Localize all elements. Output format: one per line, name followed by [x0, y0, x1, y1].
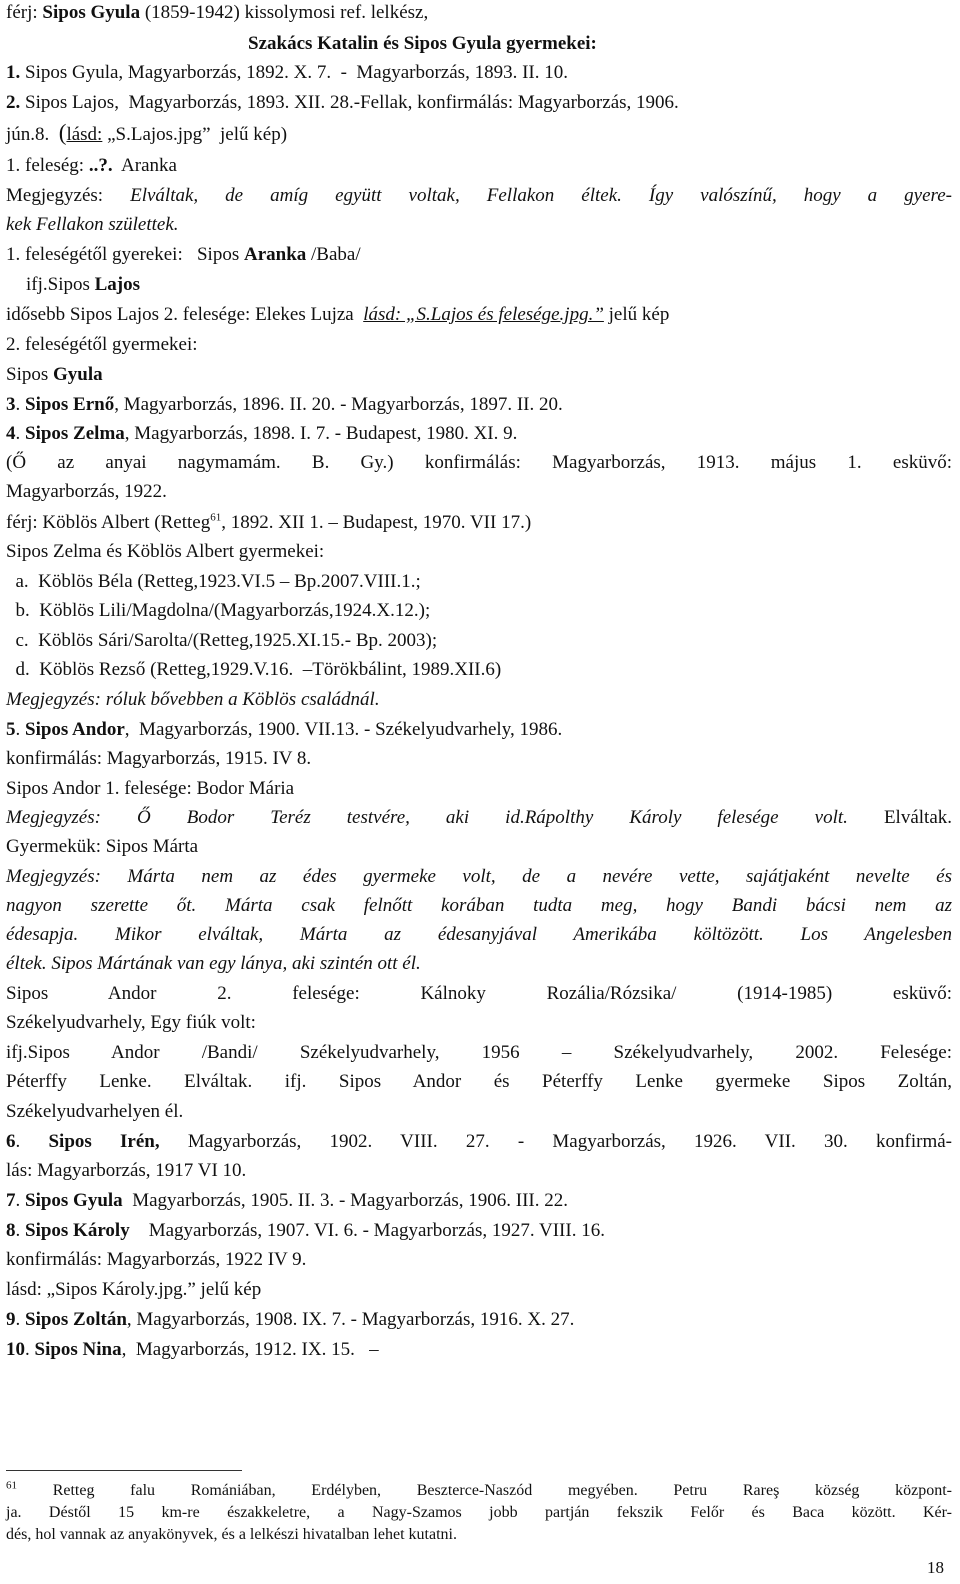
text-line: ifj.Sipos Lajos — [26, 274, 141, 295]
text-line: Péterffy Lenke. Elváltak. ifj. Sipos Andor és Péterffy Lenke gyermeke Sipos Zoltán, — [6, 1071, 952, 1092]
footnote-number: 61 — [6, 1479, 17, 1492]
text-line: Sipos Zelma és Köblös Albert gyermekei: — [6, 541, 325, 562]
child-entry: 10. Sipos Nina, Magyarborzás, 1912. IX. 15. – — [6, 1339, 379, 1360]
text-line: férj: Sipos Gyula (1859-1942) kissolymosi ref. lelkész, — [6, 2, 429, 23]
child-entry: 9. Sipos Zoltán, Magyarborzás, 1908. IX. 7. - Magyarborzás, 1916. X. 27. — [6, 1309, 575, 1330]
footnote-divider — [6, 1470, 242, 1471]
text-line: 1. feleség: ..?. Aranka — [6, 155, 177, 176]
text-line: Magyarborzás, 1922. — [6, 481, 167, 502]
footnote: dés, hol vannak az anyakönyvek, és a lelkészi hivatalban lehet kutatni. — [6, 1526, 457, 1543]
child-entry: 8. Sipos Károly Magyarborzás, 1907. VI. 6. - Magyarborzás, 1927. VIII. 16. — [6, 1220, 605, 1241]
note-line: nagyon szerette őt. Márta csak felnőtt korában tudta meg, hogy Bandi bácsi nem az — [6, 895, 952, 916]
text-line: konfirmálás: Magyarborzás, 1922 IV 9. — [6, 1249, 307, 1270]
child-entry: 7. Sipos Gyula Magyarborzás, 1905. II. 3. - Magyarborzás, 1906. III. 22. — [6, 1190, 568, 1211]
child-entry: 4. Sipos Zelma, Magyarborzás, 1898. I. 7. - Budapest, 1980. XI. 9. — [6, 423, 518, 444]
footnote: ja. Déstől 15 km-re északkeletre, a Nagy-Szamos jobb partján fekszik Felőr és Baca között. Kér- — [6, 1504, 952, 1521]
child-entry: 5. Sipos Andor, Magyarborzás, 1900. VII.13. - Székelyudvarhely, 1986. — [6, 719, 563, 740]
text-line: konfirmálás: Magyarborzás, 1915. IV 8. — [6, 748, 312, 769]
text-line: lásd: „Sipos Károly.jpg.” jelű kép — [6, 1279, 262, 1300]
list-item: b. Köblös Lili/Magdolna/(Magyarborzás,1924.X.12.); — [6, 600, 431, 621]
image-reference-link[interactable]: lásd: „S.Lajos és felesége.jpg.” — [363, 304, 604, 325]
footnote: $^{61}$ Retteg falu Romániában, Erdélyben, Beszterce-Naszód megyében. Petru Rareş község központ- — [6, 1479, 952, 1499]
text-line: jún.8. (lásd: „S.Lajos.jpg” jelű kép) — [6, 120, 288, 145]
list-item: d. Köblös Rezső (Retteg,1929.V.16. –Törökbálint, 1989.XII.6) — [6, 659, 502, 680]
list-item: a. Köblös Béla (Retteg,1923.VI.5 – Bp.2007.VIII.1.; — [6, 571, 421, 592]
children-heading: Szakács Katalin és Sipos Gyula gyermekei: — [248, 33, 597, 54]
text-line: 2. feleségétől gyermekei: — [6, 334, 198, 355]
text-line: Székelyudvarhely, Egy fiúk volt: — [6, 1012, 256, 1033]
child-entry: 6. Sipos Irén, Magyarborzás, 1902. VIII. 27. - Magyarborzás, 1926. VII. 30. konfirmá- — [6, 1131, 952, 1152]
child-entry: 3. Sipos Ernő, Magyarborzás, 1896. II. 20. - Magyarborzás, 1897. II. 20. — [6, 394, 563, 415]
note-line: édesapja. Mikor elváltak, Márta az édesanyjával Amerikába költözött. Los Angelesben — [6, 924, 952, 945]
note-line: kek Fellakon születtek. — [6, 214, 179, 235]
list-item: c. Köblös Sári/Sarolta/(Retteg,1925.XI.15.- Bp. 2003); — [6, 630, 438, 651]
text-line: Sipos Gyula — [6, 364, 103, 385]
text-line: (Ő az anyai nagymamám. B. Gy.) konfirmálás: Magyarborzás, 1913. május 1. esküvő: — [6, 452, 952, 473]
text-line: Sipos Andor 2. felesége: Kálnoky Rozália/Rózsika/ (1914-1985) esküvő: — [6, 983, 952, 1004]
text-line: férj: Köblös Albert (Retteg$^{61}$, 1892. XII 1. – Budapest, 1970. VII 17.) — [6, 511, 532, 533]
text-line: Székelyudvarhelyen él. — [6, 1101, 184, 1122]
text-line: 1. feleségétől gyerekei: Sipos Aranka /Baba/ — [6, 244, 361, 265]
text-line: Sipos Andor 1. felesége: Bodor Mária — [6, 778, 295, 799]
text-line: lás: Magyarborzás, 1917 VI 10. — [6, 1160, 247, 1181]
text-line: ifj.Sipos Andor /Bandi/ Székelyudvarhely, 1956 – Székelyudvarhely, 2002. Felesége: — [6, 1042, 952, 1063]
child-entry: 2. Sipos Lajos, Magyarborzás, 1893. XII. 28.-Fellak, konfirmálás: Magyarborzás, 1906. — [6, 92, 679, 113]
note-line: éltek. Sipos Mártának van egy lánya, aki szintén ott él. — [6, 953, 421, 974]
note-line: Megjegyzés: róluk bővebben a Köblös családnál. — [6, 689, 380, 710]
page-number: 18 — [927, 1558, 944, 1577]
note-line: Megjegyzés: Elváltak, de amíg együtt voltak, Fellakon éltek. Így valószínű, hogy a gyere- — [6, 185, 953, 206]
footnote-ref[interactable]: 61 — [210, 511, 222, 524]
text-line: idősebb Sipos Lajos 2. felesége: Elekes Lujza lásd: „S.Lajos és felesége.jpg.” jelű kép — [6, 304, 670, 325]
lasd-link[interactable]: lásd: — [66, 124, 103, 145]
note-line: Megjegyzés: Ő Bodor Teréz testvére, aki id.Rápolthy Károly felesége volt. Elváltak. — [6, 807, 952, 828]
note-line: Megjegyzés: Márta nem az édes gyermeke volt, de a nevére vette, sajátjaként nevelte és — [6, 866, 952, 887]
text-line: Gyermekük: Sipos Márta — [6, 836, 199, 857]
child-entry: 1. Sipos Gyula, Magyarborzás, 1892. X. 7. - Magyarborzás, 1893. II. 10. — [6, 62, 568, 83]
